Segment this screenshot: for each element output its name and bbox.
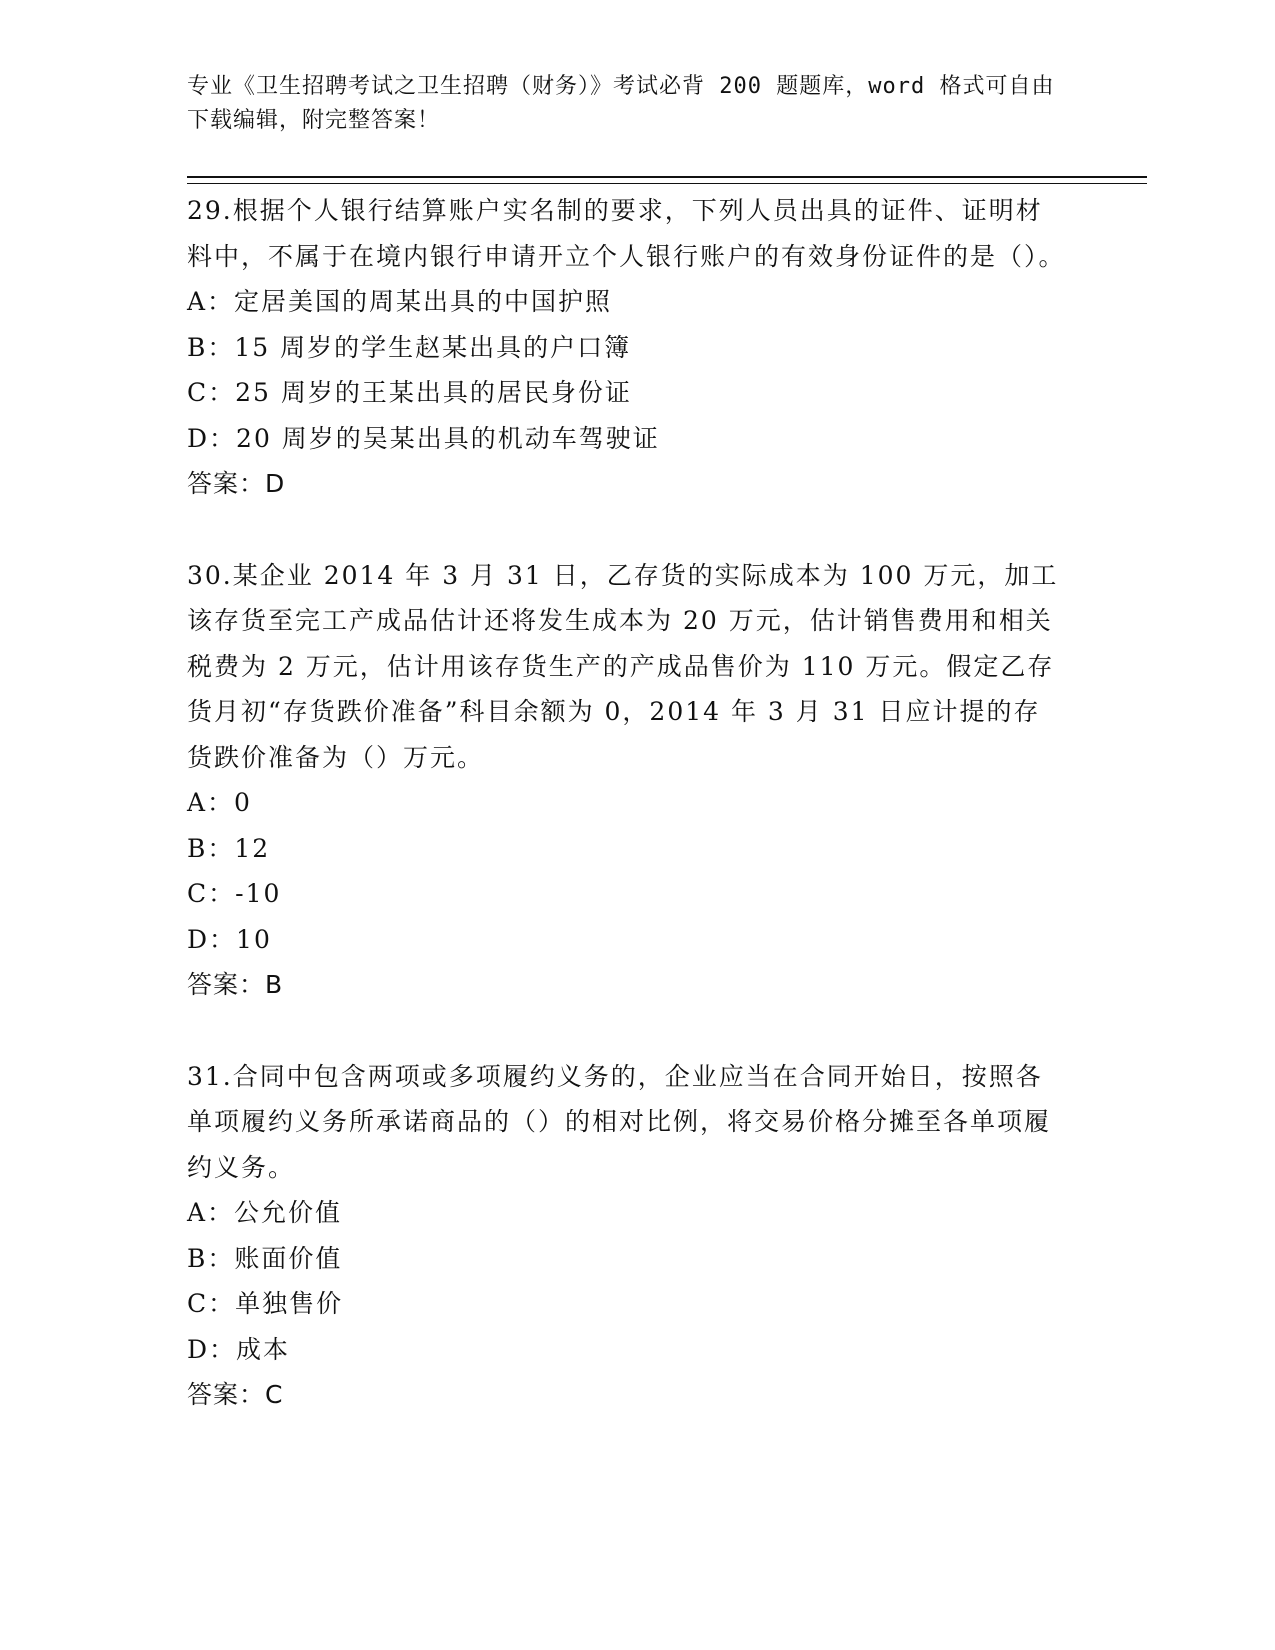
option-a: A：定居美国的周某出具的中国护照 (187, 287, 613, 316)
option-c: C：-10 (187, 879, 282, 908)
question-30 (187, 553, 1067, 1008)
option-d: D：20 周岁的吴某出具的机动车驾驶证 (187, 423, 660, 453)
option-c: C：25 周岁的王某出具的居民身份证 (187, 378, 632, 407)
question-29 (187, 188, 1067, 507)
option-d: D：10 (187, 924, 272, 954)
question-stem: 30.某企业 2014 年 3 月 31 日，乙存货的实际成本为 100 万元，加工该存货至完工产成品估计还将发生成本为 20 万元，估计销售费用和相关税费为 2 万元，估计用该存货生产的产成品售价为 110 万元。假定乙存货月初“存货跌价准备”科目余额为 0，2014 年 3 月 31 日应计提的存货跌价准备为（）万元。 (187, 560, 1059, 772)
option-a: A：0 (187, 788, 252, 817)
option-b: B：账面价值 (187, 1243, 343, 1273)
page-header: 专业《卫生招聘考试之卫生招聘（财务）》考试必背 200 题题库，word 格式可自由下载编辑，附完整答案！ (187, 74, 1055, 133)
header-rule-thick (187, 176, 1147, 178)
question-stem: 31.合同中包含两项或多项履约义务的，企业应当在合同开始日，按照各单项履约义务所承诺商品的（）的相对比例，将交易价格分摊至各单项履约义务。 (187, 1061, 1052, 1182)
header-rule-thin (187, 183, 1147, 184)
answer-line: 答案：C (187, 1380, 284, 1409)
answer-line: 答案：D (187, 469, 286, 498)
question-list (187, 188, 1067, 1464)
option-d: D：成本 (187, 1334, 291, 1364)
answer-line: 答案：B (187, 970, 284, 999)
option-c: C：单独售价 (187, 1289, 344, 1318)
question-stem: 29.根据个人银行结算账户实名制的要求，下列人员出具的证件、证明材料中，不属于在境内银行申请开立个人银行账户的有效身份证件的是（）。 (187, 196, 1066, 271)
option-b: B：12 (187, 833, 271, 863)
option-b: B：15 周岁的学生赵某出具的户口簿 (187, 332, 632, 362)
option-a: A：公允价值 (187, 1198, 343, 1227)
question-31 (187, 1054, 1067, 1418)
